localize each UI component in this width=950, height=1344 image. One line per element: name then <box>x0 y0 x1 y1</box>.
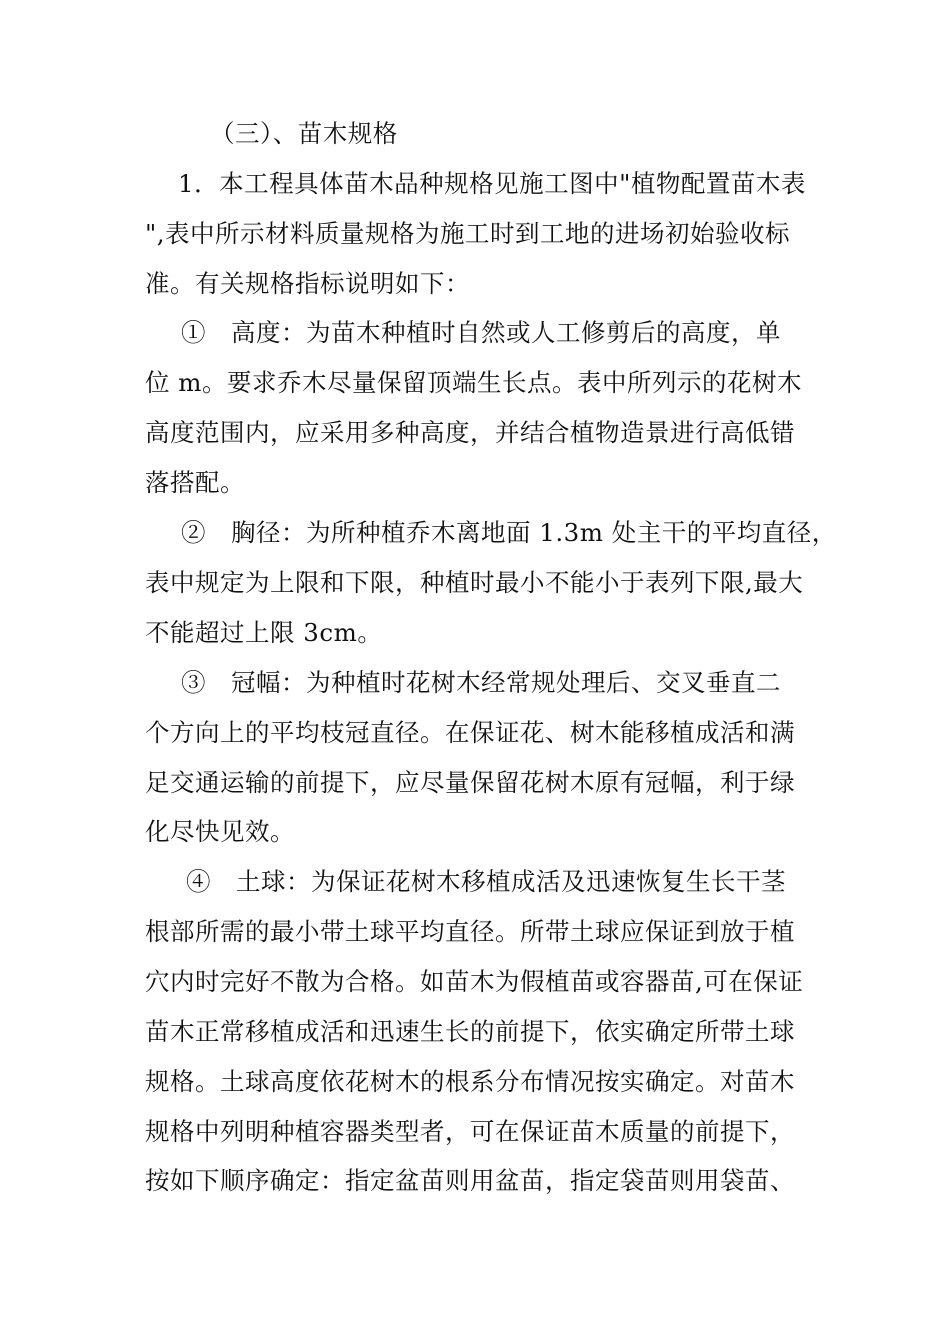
item-line: 落搭配。 <box>145 468 245 497</box>
paragraph-line: ",表中所示材料质量规格为施工时到工地的进场初始验收标 <box>145 219 791 248</box>
item-line: 按如下顺序确定：指定盆苗则用盆苗，指定袋苗则用袋苗、 <box>145 1166 795 1195</box>
item-line: 根部所需的最小带土球平均直径。所带土球应保证到放于植 <box>145 917 795 946</box>
item-line: ① 高度：为苗木种植时自然或人工修剪后的高度，单 <box>181 318 781 347</box>
item-line: 高度范围内，应采用多种高度，并结合植物造景进行高低错 <box>145 418 795 447</box>
item-line: 苗木正常移植成活和迅速生长的前提下，依实确定所带土球 <box>145 1017 795 1046</box>
item-line: 不能超过上限 3cm。 <box>145 618 383 647</box>
paragraph-line: 准。有关规格指标说明如下： <box>145 269 470 298</box>
item-line: ④ 土球：为保证花树木移植成活及迅速恢复生长干茎 <box>186 867 786 896</box>
paragraph-line: 1．本工程具体苗木品种规格见施工图中"植物配置苗木表 <box>178 169 806 198</box>
item-line: 个方向上的平均枝冠直径。在保证花、树木能移植成活和满 <box>145 718 795 747</box>
item-line: 规格。土球高度依花树木的根系分布情况按实确定。对苗木 <box>145 1067 795 1096</box>
section-heading: （三）、苗木规格 <box>210 119 398 148</box>
item-line: 化尽快见效。 <box>145 817 295 846</box>
item-line: 位 m。要求乔木尽量保留顶端生长点。表中所列示的花树木 <box>145 368 803 397</box>
item-line: 表中规定为上限和下限，种植时最小不能小于表列下限,最大 <box>145 568 804 597</box>
item-line: 穴内时完好不散为合格。如苗木为假植苗或容器苗,可在保证 <box>145 967 804 996</box>
item-line: 规格中列明种植容器类型者，可在保证苗木质量的前提下， <box>145 1117 795 1146</box>
item-line: ③ 冠幅：为种植时花树木经常规处理后、交叉垂直二 <box>181 668 781 697</box>
item-line: 足交通运输的前提下，应尽量保留花树木原有冠幅，利于绿 <box>145 768 795 797</box>
item-line: ② 胸径：为所种植乔木离地面 1.3m 处主干的平均直径， <box>181 518 837 547</box>
